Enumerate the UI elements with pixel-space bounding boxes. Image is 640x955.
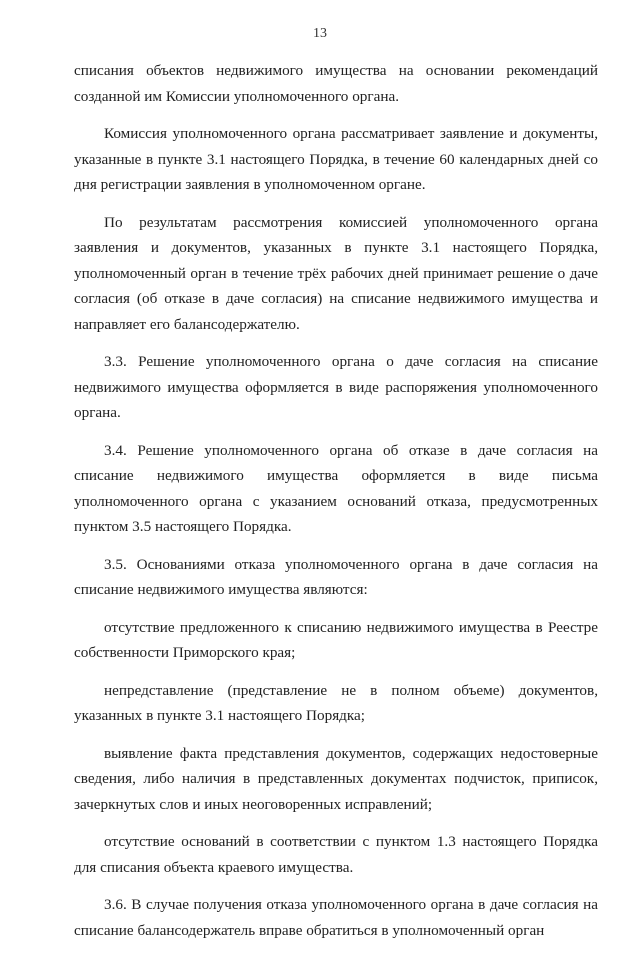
list-item: выявление факта представления документов, содержащих недостоверные сведения, либо наличия в представленных документах подчисток, приписок, зачеркнутых слов и иных неоговоренных исправлений; bbox=[74, 744, 598, 813]
paragraph-section-3-3: 3.3. Решение уполномоченного органа о даче согласия на списание недвижимого имущества оформляется в виде распоряжения уполномоченного органа. bbox=[74, 353, 598, 421]
paragraph: Комиссия уполномоченного органа рассматривает заявление и документы, указанные в пункте 3.1 настоящего Порядка, в течение 60 календарных дней со дня регистрации заявления в уполномоченном органе. bbox=[74, 125, 598, 193]
paragraph-section-3-5: 3.5. Основаниями отказа уполномоченного органа в даче согласия на списание недвижимого имущества являются: bbox=[74, 555, 598, 598]
page-number: 13 bbox=[313, 26, 327, 41]
list-item: отсутствие предложенного к списанию недвижимого имущества в Реестре собственности Приморского края; bbox=[74, 618, 598, 661]
list-item: непредставление (представление не в полном объеме) документов, указанных в пункте 3.1 настоящего Порядка; bbox=[74, 681, 598, 724]
paragraph: По результатам рассмотрения комиссией уполномоченного органа заявления и документов, указанных в пункте 3.1 настоящего Порядка, уполномоченный орган в течение трёх рабочих дней принимает решение о даче согласия (об отказе в даче согласия) на списание недвижимого имущества и направляет его балансодержателю. bbox=[74, 213, 598, 333]
paragraph: списания объектов недвижимого имущества на основании рекомендаций созданной им Комиссии уполномоченного органа. bbox=[74, 62, 598, 105]
list-item: отсутствие оснований в соответствии с пунктом 1.3 настоящего Порядка для списания объекта краевого имущества. bbox=[74, 833, 598, 876]
paragraph-section-3-4: 3.4. Решение уполномоченного органа об отказе в даче согласия на списание недвижимого имущества оформляется в виде письма уполномоченного органа с указанием оснований отказа, предусмотренных пунктом 3.5 настоящего Порядка. bbox=[74, 441, 598, 535]
document-body bbox=[74, 58, 598, 955]
paragraph-section-3-6: 3.6. В случае получения отказа уполномоченного органа в даче согласия на списание балансодержатель вправе обратиться в уполномоченный орган bbox=[74, 896, 598, 939]
